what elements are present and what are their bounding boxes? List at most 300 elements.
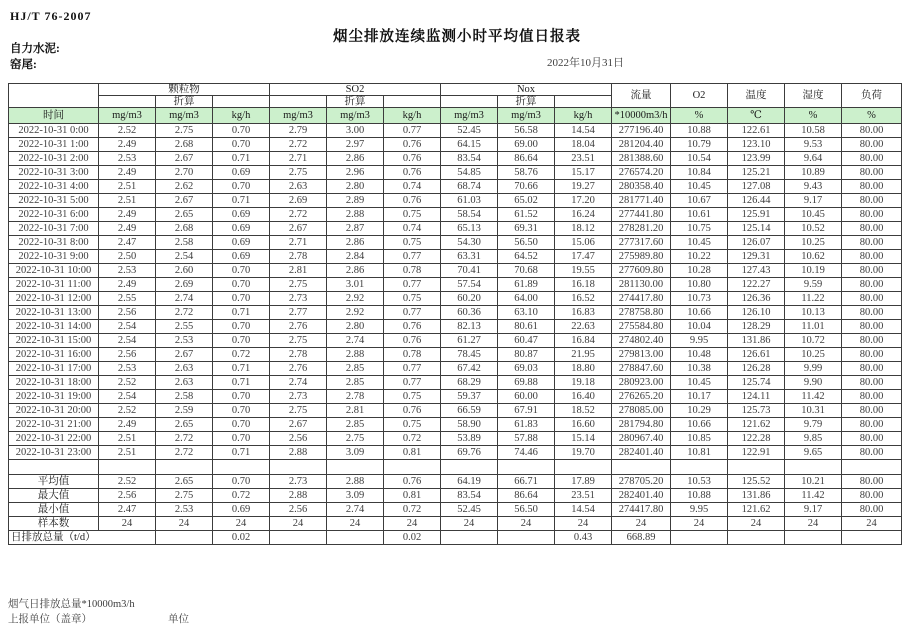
header-conv-so2: 折算	[327, 96, 384, 108]
value-cell: 54.30	[441, 236, 498, 250]
value-cell: 0.70	[213, 180, 270, 194]
value-cell: 2.49	[99, 418, 156, 432]
unit-cell: *10000m3/h	[612, 108, 671, 124]
value-cell: 15.17	[555, 166, 612, 180]
value-cell: 2.78	[327, 390, 384, 404]
value-cell: 80.00	[842, 208, 902, 222]
value-cell: 9.99	[785, 362, 842, 376]
value-cell: 10.81	[671, 446, 728, 460]
value-cell: 125.52	[728, 475, 785, 489]
hour-row	[9, 194, 902, 208]
value-cell: 16.24	[555, 208, 612, 222]
value-cell: 2.76	[270, 320, 327, 334]
value-cell: 2.63	[156, 376, 213, 390]
value-cell: 24	[156, 517, 213, 531]
value-cell: 2.53	[156, 503, 213, 517]
value-cell: 54.85	[441, 166, 498, 180]
value-cell: 2.92	[327, 306, 384, 320]
time-cell: 2022-10-31 7:00	[9, 222, 99, 236]
value-cell: 2.78	[270, 348, 327, 362]
value-cell: 19.18	[555, 376, 612, 390]
value-cell: 0.70	[213, 264, 270, 278]
value-cell: 126.44	[728, 194, 785, 208]
value-cell: 2.51	[99, 180, 156, 194]
value-cell: 78.45	[441, 348, 498, 362]
value-cell: 0.75	[384, 208, 441, 222]
value-cell: 10.89	[785, 166, 842, 180]
value-cell: 68.29	[441, 376, 498, 390]
value-cell: 70.66	[498, 180, 555, 194]
value-cell: 60.00	[498, 390, 555, 404]
time-cell: 2022-10-31 11:00	[9, 278, 99, 292]
value-cell: 2.65	[156, 418, 213, 432]
value-cell	[671, 531, 728, 545]
value-cell: 278758.80	[612, 306, 671, 320]
value-cell: 10.17	[671, 390, 728, 404]
value-cell: 17.20	[555, 194, 612, 208]
hour-row	[9, 390, 902, 404]
value-cell: 2.85	[327, 376, 384, 390]
value-cell: 86.64	[498, 489, 555, 503]
header-group-pm: 颗粒物	[99, 84, 270, 96]
value-cell: 2.78	[270, 250, 327, 264]
value-cell: 10.88	[671, 489, 728, 503]
value-cell: 10.88	[671, 124, 728, 138]
value-cell: 80.00	[842, 250, 902, 264]
value-cell: 2.56	[270, 503, 327, 517]
value-cell: 126.10	[728, 306, 785, 320]
value-cell: 80.00	[842, 376, 902, 390]
value-cell: 10.45	[671, 180, 728, 194]
header-group-so2: SO2	[270, 84, 441, 96]
empty-header-cell	[441, 96, 498, 108]
value-cell: 281771.40	[612, 194, 671, 208]
value-cell: 2.56	[99, 348, 156, 362]
value-cell: 70.68	[498, 264, 555, 278]
value-cell: 58.90	[441, 418, 498, 432]
hour-row	[9, 138, 902, 152]
value-cell: 2.88	[327, 348, 384, 362]
header-group-nox: Nox	[441, 84, 612, 96]
value-cell: 126.28	[728, 362, 785, 376]
value-cell: 0.69	[213, 250, 270, 264]
value-cell: 0.72	[384, 503, 441, 517]
value-cell: 2.76	[270, 362, 327, 376]
value-cell: 61.52	[498, 208, 555, 222]
value-cell: 10.04	[671, 320, 728, 334]
value-cell: 16.40	[555, 390, 612, 404]
value-cell: 127.08	[728, 180, 785, 194]
unit-cell: mg/m3	[156, 108, 213, 124]
value-cell: 10.79	[671, 138, 728, 152]
time-cell: 2022-10-31 16:00	[9, 348, 99, 362]
value-cell: 80.00	[842, 418, 902, 432]
value-cell: 10.66	[671, 418, 728, 432]
value-cell: 0.02	[384, 531, 441, 545]
hour-row	[9, 166, 902, 180]
value-cell: 124.11	[728, 390, 785, 404]
time-cell: 2022-10-31 8:00	[9, 236, 99, 250]
value-cell: 2.65	[156, 208, 213, 222]
value-cell: 23.51	[555, 152, 612, 166]
time-cell: 2022-10-31 6:00	[9, 208, 99, 222]
value-cell: 10.62	[785, 250, 842, 264]
value-cell: 10.48	[671, 348, 728, 362]
value-cell: 2.53	[99, 362, 156, 376]
value-cell: 9.95	[671, 334, 728, 348]
value-cell: 278847.60	[612, 362, 671, 376]
value-cell: 2.79	[270, 124, 327, 138]
value-cell: 2.49	[99, 222, 156, 236]
value-cell: 80.00	[842, 194, 902, 208]
value-cell: 18.80	[555, 362, 612, 376]
empty-header-cell	[384, 96, 441, 108]
time-cell: 2022-10-31 13:00	[9, 306, 99, 320]
header-humidity: 湿度	[785, 84, 842, 108]
value-cell: 60.20	[441, 292, 498, 306]
value-cell: 2.67	[156, 194, 213, 208]
value-cell: 10.67	[671, 194, 728, 208]
value-cell: 65.13	[441, 222, 498, 236]
value-cell: 281130.00	[612, 278, 671, 292]
unit-cell: %	[842, 108, 902, 124]
empty-cell	[671, 460, 728, 475]
hour-row	[9, 320, 902, 334]
unit-cell: kg/h	[555, 108, 612, 124]
unit-label: 单位	[168, 614, 189, 625]
unit-cell: kg/h	[213, 108, 270, 124]
value-cell: 52.45	[441, 124, 498, 138]
time-cell: 2022-10-31 21:00	[9, 418, 99, 432]
value-cell: 53.89	[441, 432, 498, 446]
value-cell: 18.12	[555, 222, 612, 236]
empty-cell	[99, 460, 156, 475]
empty-cell	[213, 460, 270, 475]
value-cell: 10.28	[671, 264, 728, 278]
value-cell: 80.00	[842, 292, 902, 306]
value-cell: 0.43	[555, 531, 612, 545]
time-cell: 2022-10-31 19:00	[9, 390, 99, 404]
header-row-units	[9, 108, 902, 124]
value-cell: 80.00	[842, 362, 902, 376]
value-cell: 0.70	[213, 292, 270, 306]
value-cell: 21.95	[555, 348, 612, 362]
time-cell: 2022-10-31 20:00	[9, 404, 99, 418]
value-cell: 0.76	[384, 166, 441, 180]
value-cell: 2.75	[270, 278, 327, 292]
header-time: 时间	[9, 108, 99, 124]
hour-row	[9, 278, 902, 292]
summary-row	[9, 489, 902, 503]
value-cell: 280923.00	[612, 376, 671, 390]
value-cell	[156, 531, 213, 545]
value-cell: 277609.80	[612, 264, 671, 278]
value-cell: 24	[498, 517, 555, 531]
value-cell: 274417.80	[612, 503, 671, 517]
value-cell: 10.19	[785, 264, 842, 278]
value-cell: 74.46	[498, 446, 555, 460]
header-load: 负荷	[842, 84, 902, 108]
value-cell: 10.29	[671, 404, 728, 418]
unit-cell: mg/m3	[327, 108, 384, 124]
value-cell: 2.80	[327, 180, 384, 194]
time-cell: 2022-10-31 17:00	[9, 362, 99, 376]
unit-cell: %	[785, 108, 842, 124]
value-cell: 2.88	[327, 208, 384, 222]
value-cell: 2.52	[99, 404, 156, 418]
empty-cell	[785, 460, 842, 475]
report-date: 2022年10月31日	[547, 57, 624, 69]
value-cell: 0.74	[384, 222, 441, 236]
value-cell: 2.72	[156, 432, 213, 446]
value-cell: 0.71	[213, 152, 270, 166]
value-cell: 9.79	[785, 418, 842, 432]
value-cell: 0.70	[213, 138, 270, 152]
value-cell: 2.59	[156, 404, 213, 418]
value-cell	[498, 531, 555, 545]
unit-cell: mg/m3	[441, 108, 498, 124]
value-cell: 126.61	[728, 348, 785, 362]
value-cell: 122.91	[728, 446, 785, 460]
value-cell: 10.31	[785, 404, 842, 418]
value-cell: 2.74	[327, 503, 384, 517]
value-cell: 0.75	[384, 292, 441, 306]
value-cell: 2.88	[270, 446, 327, 460]
value-cell: 2.56	[99, 306, 156, 320]
hour-row	[9, 250, 902, 264]
value-cell: 2.97	[327, 138, 384, 152]
hour-row	[9, 208, 902, 222]
value-cell: 0.70	[213, 334, 270, 348]
value-cell: 2.87	[327, 222, 384, 236]
value-cell: 24	[555, 517, 612, 531]
value-cell: 10.61	[671, 208, 728, 222]
value-cell: 2.52	[99, 475, 156, 489]
value-cell: 56.58	[498, 124, 555, 138]
value-cell: 9.90	[785, 376, 842, 390]
hour-row	[9, 236, 902, 250]
value-cell: 2.74	[270, 376, 327, 390]
value-cell: 11.01	[785, 320, 842, 334]
value-cell: 279813.00	[612, 348, 671, 362]
value-cell: 10.53	[671, 475, 728, 489]
value-cell: 58.76	[498, 166, 555, 180]
value-cell: 123.10	[728, 138, 785, 152]
summary-label: 最小值	[9, 503, 99, 517]
value-cell: 10.13	[785, 306, 842, 320]
value-cell: 131.86	[728, 334, 785, 348]
value-cell: 16.52	[555, 292, 612, 306]
value-cell: 0.77	[384, 362, 441, 376]
value-cell: 80.00	[842, 348, 902, 362]
value-cell: 125.74	[728, 376, 785, 390]
value-cell: 9.43	[785, 180, 842, 194]
value-cell: 2.67	[156, 152, 213, 166]
value-cell: 2.71	[270, 152, 327, 166]
value-cell: 2.47	[99, 503, 156, 517]
value-cell: 24	[99, 517, 156, 531]
value-cell: 69.88	[498, 376, 555, 390]
header-o2: O2	[671, 84, 728, 108]
value-cell: 0.76	[384, 320, 441, 334]
kiln-label: 窑尾:	[10, 59, 37, 71]
value-cell: 2.69	[270, 194, 327, 208]
value-cell: 11.22	[785, 292, 842, 306]
time-cell: 2022-10-31 1:00	[9, 138, 99, 152]
value-cell: 9.17	[785, 503, 842, 517]
value-cell: 70.41	[441, 264, 498, 278]
header-temp: 温度	[728, 84, 785, 108]
value-cell: 2.49	[99, 278, 156, 292]
value-cell: 278281.20	[612, 222, 671, 236]
value-cell: 125.91	[728, 208, 785, 222]
value-cell: 276265.20	[612, 390, 671, 404]
value-cell: 59.37	[441, 390, 498, 404]
value-cell: 2.75	[270, 404, 327, 418]
value-cell: 9.59	[785, 278, 842, 292]
value-cell: 0.81	[384, 489, 441, 503]
time-header-spacer	[9, 84, 99, 108]
value-cell: 80.00	[842, 152, 902, 166]
value-cell: 0.75	[384, 236, 441, 250]
summary-row	[9, 475, 902, 489]
value-cell: 0.76	[384, 194, 441, 208]
value-cell: 121.62	[728, 503, 785, 517]
value-cell: 122.27	[728, 278, 785, 292]
value-cell: 18.04	[555, 138, 612, 152]
value-cell: 2.52	[99, 376, 156, 390]
value-cell: 3.01	[327, 278, 384, 292]
value-cell: 281388.60	[612, 152, 671, 166]
value-cell: 122.61	[728, 124, 785, 138]
value-cell: 61.83	[498, 418, 555, 432]
value-cell: 10.38	[671, 362, 728, 376]
empty-header-cell	[270, 96, 327, 108]
value-cell: 2.72	[156, 446, 213, 460]
value-cell: 278705.20	[612, 475, 671, 489]
value-cell: 0.77	[384, 124, 441, 138]
value-cell: 80.00	[842, 503, 902, 517]
value-cell: 275989.80	[612, 250, 671, 264]
value-cell: 277441.80	[612, 208, 671, 222]
value-cell: 2.73	[270, 390, 327, 404]
value-cell: 86.64	[498, 152, 555, 166]
empty-cell	[612, 460, 671, 475]
time-cell: 2022-10-31 14:00	[9, 320, 99, 334]
value-cell: 281204.40	[612, 138, 671, 152]
value-cell: 2.75	[156, 489, 213, 503]
value-cell: 2.53	[156, 334, 213, 348]
value-cell: 0.70	[213, 320, 270, 334]
standard-code: HJ/T 76-2007	[10, 9, 92, 23]
value-cell: 0.81	[384, 446, 441, 460]
value-cell: 2.54	[99, 334, 156, 348]
value-cell: 2.75	[270, 334, 327, 348]
report-title: 烟尘排放连续监测小时平均值日报表	[333, 29, 581, 45]
value-cell: 2.77	[270, 306, 327, 320]
value-cell: 0.76	[384, 152, 441, 166]
value-cell: 80.00	[842, 306, 902, 320]
value-cell: 11.42	[785, 390, 842, 404]
company-name: 自力水泥:	[10, 43, 60, 55]
value-cell: 80.00	[842, 446, 902, 460]
value-cell: 123.99	[728, 152, 785, 166]
empty-cell	[9, 460, 99, 475]
value-cell: 80.61	[498, 320, 555, 334]
value-cell: 24	[384, 517, 441, 531]
value-cell: 61.03	[441, 194, 498, 208]
value-cell: 17.89	[555, 475, 612, 489]
empty-cell	[384, 460, 441, 475]
value-cell: 66.59	[441, 404, 498, 418]
value-cell: 0.72	[213, 348, 270, 362]
value-cell: 2.63	[270, 180, 327, 194]
value-cell: 122.28	[728, 432, 785, 446]
value-cell: 0.72	[384, 432, 441, 446]
value-cell: 0.77	[384, 278, 441, 292]
value-cell: 24	[327, 517, 384, 531]
value-cell: 2.85	[327, 418, 384, 432]
value-cell: 17.47	[555, 250, 612, 264]
value-cell: 80.00	[842, 432, 902, 446]
value-cell: 2.88	[327, 475, 384, 489]
value-cell: 2.50	[99, 250, 156, 264]
value-cell: 121.62	[728, 418, 785, 432]
value-cell	[441, 531, 498, 545]
value-cell: 61.89	[498, 278, 555, 292]
value-cell: 0.78	[384, 264, 441, 278]
time-cell: 2022-10-31 3:00	[9, 166, 99, 180]
value-cell: 56.50	[498, 503, 555, 517]
value-cell: 10.54	[671, 152, 728, 166]
data-table-wrap	[8, 83, 902, 545]
value-cell: 24	[671, 517, 728, 531]
value-cell: 24	[441, 517, 498, 531]
time-cell: 2022-10-31 0:00	[9, 124, 99, 138]
value-cell: 2.62	[156, 180, 213, 194]
value-cell: 10.72	[785, 334, 842, 348]
hour-row	[9, 264, 902, 278]
unit-cell: mg/m3	[270, 108, 327, 124]
value-cell: 80.00	[842, 124, 902, 138]
value-cell: 65.02	[498, 194, 555, 208]
header-conv-nox: 折算	[498, 96, 555, 108]
value-cell: 14.54	[555, 503, 612, 517]
value-cell: 10.75	[671, 222, 728, 236]
value-cell: 2.70	[156, 166, 213, 180]
value-cell: 125.14	[728, 222, 785, 236]
hour-row	[9, 222, 902, 236]
value-cell: 282401.40	[612, 446, 671, 460]
value-cell: 2.54	[99, 320, 156, 334]
value-cell: 2.81	[327, 404, 384, 418]
value-cell: 277317.60	[612, 236, 671, 250]
value-cell: 2.81	[270, 264, 327, 278]
value-cell: 63.31	[441, 250, 498, 264]
value-cell: 14.54	[555, 124, 612, 138]
value-cell: 16.60	[555, 418, 612, 432]
value-cell: 2.85	[327, 362, 384, 376]
value-cell: 80.00	[842, 320, 902, 334]
empty-header-cell	[555, 96, 612, 108]
value-cell: 0.70	[213, 390, 270, 404]
value-cell: 2.86	[327, 236, 384, 250]
value-cell: 0.02	[213, 531, 270, 545]
value-cell: 83.54	[441, 152, 498, 166]
hour-row	[9, 180, 902, 194]
empty-cell	[728, 460, 785, 475]
value-cell: 0.75	[384, 418, 441, 432]
